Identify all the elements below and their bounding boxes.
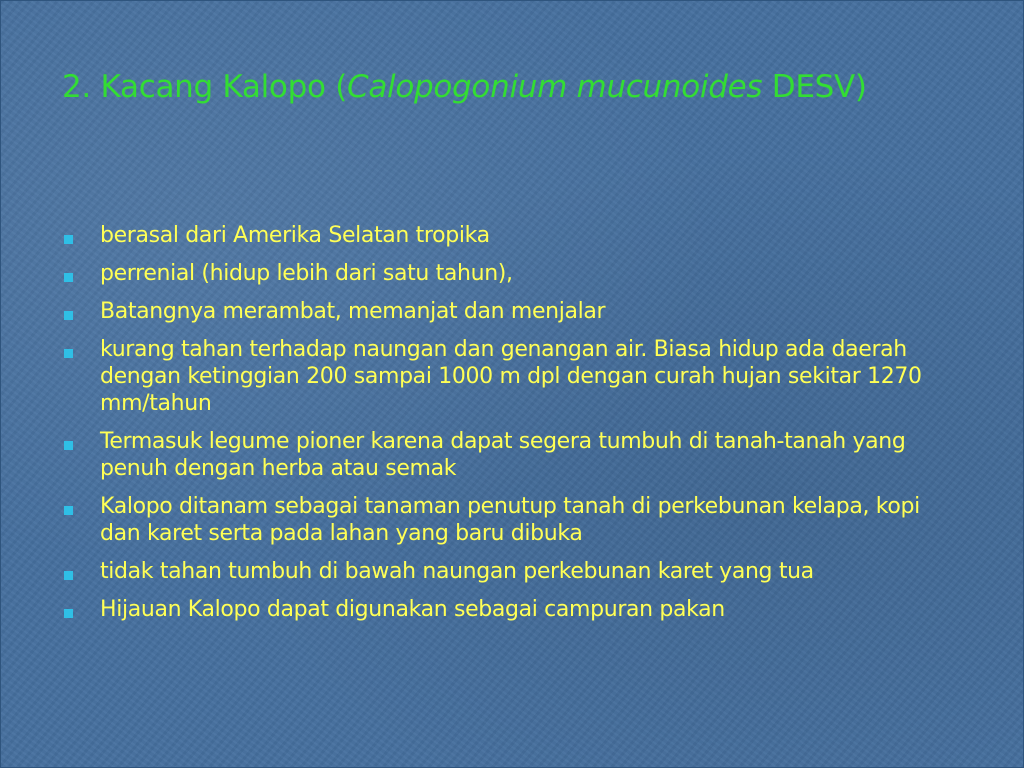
bullet-item xyxy=(62,493,962,547)
bullet-text: Termasuk legume pioner karena dapat segera tumbuh di tanah-tanah yang penuh dengan herba atau semak xyxy=(100,429,906,481)
square-bullet-icon xyxy=(64,311,73,320)
bullet-list xyxy=(62,222,962,634)
bullet-item xyxy=(62,336,962,417)
bullet-text: Kalopo ditanam sebagai tanaman penutup tanah di perkebunan kelapa, kopi dan karet serta pada lahan yang baru dibuka xyxy=(100,494,920,546)
bullet-item xyxy=(62,558,962,585)
square-bullet-icon xyxy=(64,506,73,515)
bullet-text: Batangnya merambat, memanjat dan menjalar xyxy=(100,299,606,324)
square-bullet-icon xyxy=(64,235,73,244)
title-prefix: 2. Kacang Kalopo ( xyxy=(62,69,347,105)
title-scientific-name: Calopogonium mucunoides xyxy=(346,69,763,105)
bullet-text: Hijauan Kalopo dapat digunakan sebagai campuran pakan xyxy=(100,597,725,622)
bullet-text: perrenial (hidup lebih dari satu tahun), xyxy=(100,261,513,286)
bullet-text: kurang tahan terhadap naungan dan genangan air. Biasa hidup ada daerah dengan ketinggian 200 sampai 1000 m dpl dengan curah hujan sekitar 1270 mm/tahun xyxy=(100,337,922,416)
bullet-item xyxy=(62,222,962,249)
bullet-item xyxy=(62,298,962,325)
bullet-text: berasal dari Amerika Selatan tropika xyxy=(100,223,490,248)
square-bullet-icon xyxy=(64,349,73,358)
square-bullet-icon xyxy=(64,273,73,282)
square-bullet-icon xyxy=(64,571,73,580)
slide-title xyxy=(62,66,962,108)
bullet-item xyxy=(62,428,962,482)
bullet-text: tidak tahan tumbuh di bawah naungan perkebunan karet yang tua xyxy=(100,559,814,584)
square-bullet-icon xyxy=(64,609,73,618)
bullet-item xyxy=(62,260,962,287)
bullet-item xyxy=(62,596,962,623)
title-suffix: DESV) xyxy=(762,69,867,105)
square-bullet-icon xyxy=(64,441,73,450)
